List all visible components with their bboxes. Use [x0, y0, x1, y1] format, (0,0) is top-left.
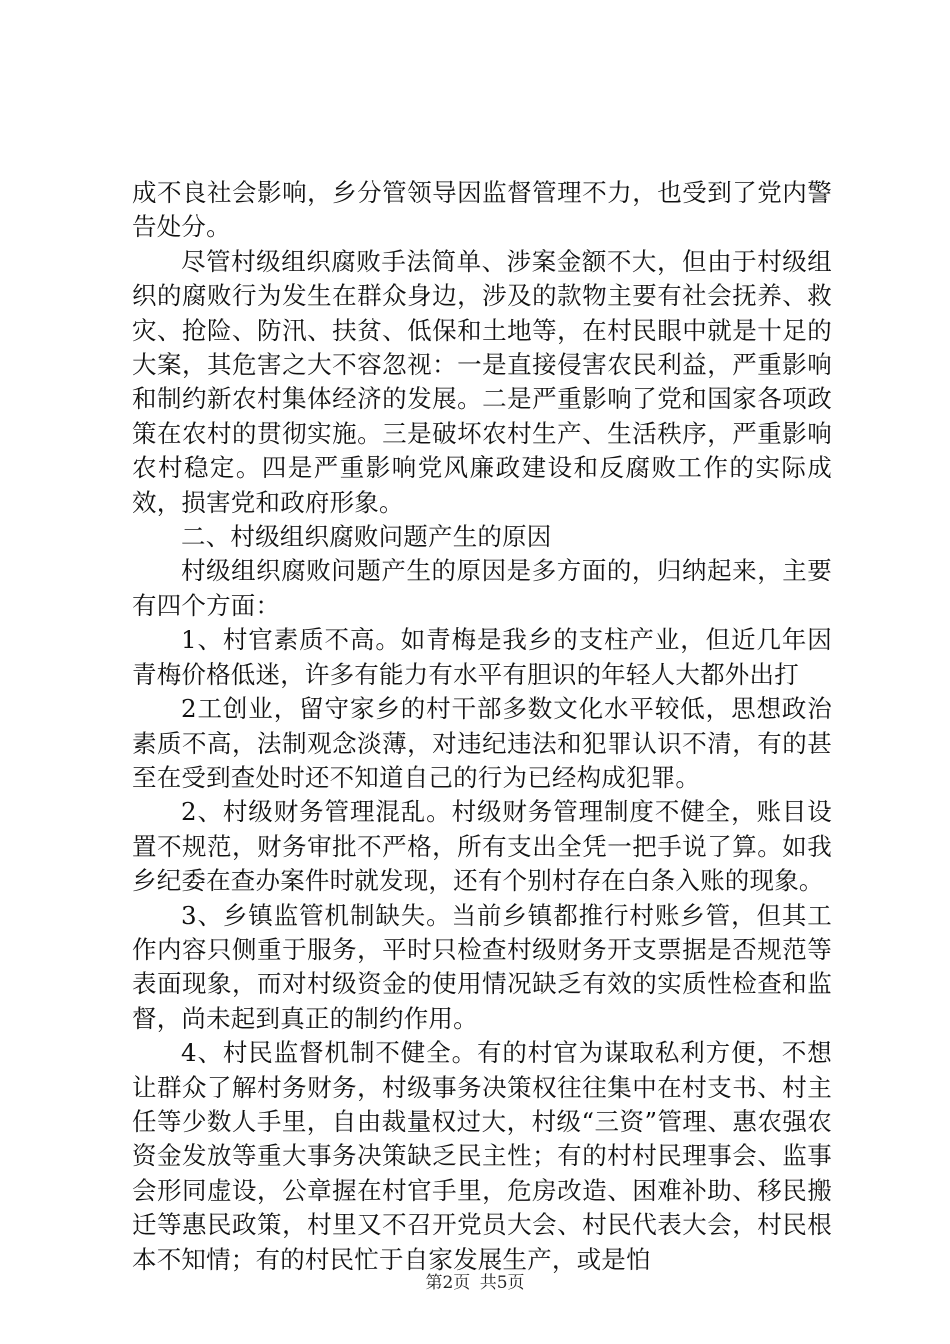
section-heading: 二、村级组织腐败问题产生的原因: [181, 522, 552, 552]
paragraph-5: 1、村官素质不高。如青梅是我乡的支柱产业，但近几年因青梅价格低迷，许多有能力有水平有胆识的年轻人大都外出打: [132, 625, 832, 689]
paragraph-6: 2工创业，留守家乡的村干部多数文化水平较低，思想政治素质不高，法制观念淡薄，对违纪违法和犯罪认识不清，有的甚至在受到查处时还不知道自己的行为已经构成犯罪。: [132, 694, 832, 792]
document-body: [132, 176, 832, 1277]
paragraph-2: 尽管村级组织腐败手法简单、涉案金额不大，但由于村级组织的腐败行为发生在群众身边，涉及的款物主要有社会抚养、救灾、抢险、防汛、扶贫、低保和土地等，在村民眼中就是十足的大案，其危害之大不容忽视：一是直接侵害农民利益，严重影响和制约新农村集体经济的发展。二是严重影响了党和国家各项政策在农村的贯彻实施。三是破坏农村生产、生活秩序，严重影响农村稳定。四是严重影响党风廉政建设和反腐败工作的实际成效，损害党和政府形象。: [132, 246, 832, 517]
paragraph-7: 2、村级财务管理混乱。村级财务管理制度不健全，账目设置不规范，财务审批不严格，所有支出全凭一把手说了算。如我乡纪委在查办案件时就发现，还有个别村存在白条入账的现象。: [132, 797, 832, 896]
paragraph-9: 4、村民监督机制不健全。有的村官为谋取私利方便，不想让群众了解村务财务，村级事务决策权往往集中在村支书、村主任等少数人手里，自由裁量权过大，村级“三资”管理、惠农强农资金发放等重大事务决策缺乏民主性；有的村村民理事会、监事会形同虚设，公章握在村官手里，危房改造、困难补助、移民搬迁等惠民政策，村里又不召开党员大会、村民代表大会，村民根本不知情；有的村民忙于自家发展生产，或是怕: [132, 1038, 832, 1274]
paragraph-1: 成不良社会影响，乡分管领导因监督管理不力，也受到了党内警告处分。: [132, 178, 832, 242]
page-footer: [0, 1272, 950, 1294]
page-number: 第2页: [425, 1273, 471, 1293]
paragraph-8: 3、乡镇监管机制缺失。当前乡镇都推行村账乡管，但其工作内容只侧重于服务，平时只检查村级财务开支票据是否规范等表面现象，而对村级资金的使用情况缺乏有效的实质性检查和监督，尚未起到真正的制约作用。: [132, 900, 832, 1033]
paragraph-4: 村级组织腐败问题产生的原因是多方面的，归纳起来，主要有四个方面：: [132, 556, 832, 620]
page-total: 共5页: [479, 1273, 525, 1293]
